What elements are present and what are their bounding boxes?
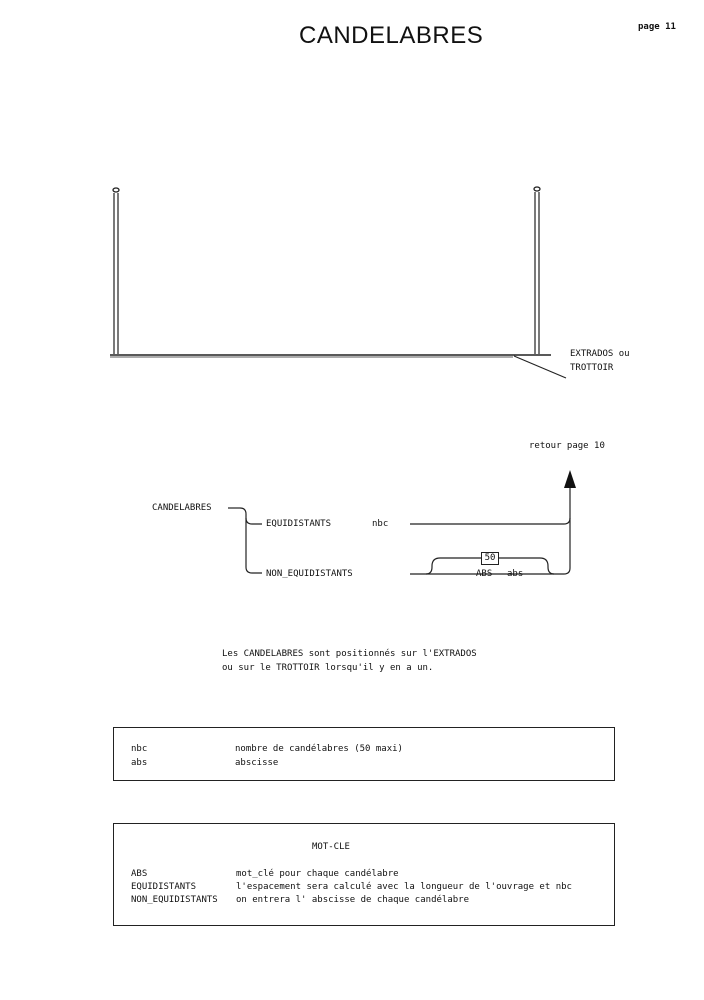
keyword-name-equidistants: EQUIDISTANTS xyxy=(131,882,197,892)
trottoir-label: TROTTOIR xyxy=(570,363,614,373)
keyword-abs: ABS xyxy=(476,569,493,579)
left-candelabre-illustration xyxy=(113,188,119,354)
page-title: CANDELABRES xyxy=(299,22,484,49)
param-desc-nbc: nombre de candélabres (50 maxi) xyxy=(235,744,403,754)
keyword-candelabres: CANDELABRES xyxy=(152,503,212,513)
keyword-desc-equidistants: l'espacement sera calculé avec la longueur de l'ouvrage et nbc xyxy=(236,882,572,892)
keyword-equidistants: EQUIDISTANTS xyxy=(266,519,332,529)
syntax-diagram xyxy=(228,488,570,574)
keyword-desc-non-equidistants: on entrera l' abscisse de chaque candélabre xyxy=(236,895,469,905)
param-name-nbc: nbc xyxy=(131,744,148,754)
note-line-2: ou sur le TROTTOIR lorsqu'il y en a un. xyxy=(222,663,434,673)
keyword-name-abs: ABS xyxy=(131,869,148,879)
param-nbc: nbc xyxy=(372,519,389,529)
right-candelabre-illustration xyxy=(534,187,540,354)
keyword-non-equidistants: NON_EQUIDISTANTS xyxy=(266,569,353,579)
note-line-1: Les CANDELABRES sont positionnés sur l'EXTRADOS xyxy=(222,649,477,659)
retour-page-link[interactable]: retour page 10 xyxy=(529,441,605,451)
extrados-label: EXTRADOS ou xyxy=(570,349,630,359)
keywords-header: MOT-CLE xyxy=(312,842,350,852)
repeat-count-box: 50 xyxy=(481,552,499,565)
page-number: page 11 xyxy=(638,22,676,32)
leader-line xyxy=(514,356,566,378)
param-abs: abs xyxy=(507,569,524,579)
up-arrow-icon xyxy=(564,470,576,488)
keyword-name-non-equidistants: NON_EQUIDISTANTS xyxy=(131,895,218,905)
param-name-abs: abs xyxy=(131,758,148,768)
keywords-box xyxy=(113,823,615,926)
keyword-desc-abs: mot_clé pour chaque candélabre xyxy=(236,869,399,879)
param-desc-abs: abscisse xyxy=(235,758,279,768)
parameters-box xyxy=(113,727,615,781)
